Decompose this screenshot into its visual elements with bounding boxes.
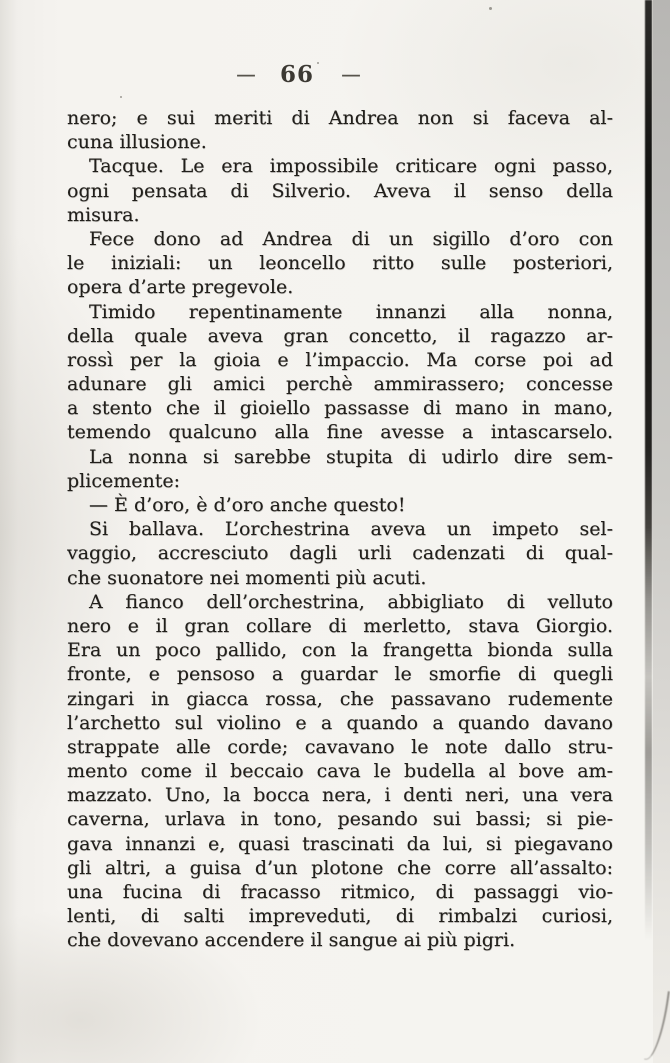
page-text [67, 106, 613, 953]
text-line: una fucina di fracasso ritmico, di passaggi vio- [67, 881, 613, 903]
paper-speck [489, 7, 492, 10]
page-edge-line [645, 0, 652, 940]
text-line: caverna, urlava in tono, pesando sui bassi; si pie- [67, 808, 613, 831]
text-line: fronte, e pensoso a guardar le smorfie di quegli [67, 663, 613, 686]
text-line: strappate alle corde; cavavano le note dallo stru- [67, 735, 613, 758]
text-line: opera d’arte pregevole. [67, 276, 294, 299]
text-line: mento come il beccaio cava le budella al bove am- [67, 760, 613, 783]
text-line: vaggio, accresciuto dagli urli cadenzati di qual- [67, 542, 613, 565]
text-line: Era un poco pallido, con la frangetta bionda sulla [67, 639, 613, 662]
paper-speck [120, 96, 122, 98]
text-line: plicemente: [67, 469, 180, 492]
text-line: gava innanzi e, quasi trascinati da lui, si piegavano [67, 832, 613, 855]
header-dash-right: — [340, 65, 358, 83]
text-line: adunare gli amici perchè ammirassero; concesse [67, 373, 613, 396]
text-line: nero e il gran collare di merletto, stava Giorgio. [67, 614, 613, 637]
text-line: rossì per la gioia e l’impaccio. Ma corse poi ad [67, 348, 613, 371]
text-line: nero; e sui meriti di Andrea non si faceva al- [67, 107, 613, 129]
text-line: mazzato. Uno, la bocca nera, i denti neri, una vera [67, 784, 613, 807]
text-line: Timido repentinamente innanzi alla nonna, [89, 300, 613, 323]
text-line: cuna illusione. [67, 131, 207, 154]
paper-speck [317, 62, 319, 64]
page-header [236, 60, 358, 88]
text-line: lenti, di salti impreveduti, di rimbalzi curiosi, [67, 905, 613, 928]
text-line: le iniziali: un leoncello ritto sulle posteriori, [67, 252, 613, 275]
text-line: Tacque. Le era impossibile criticare ogni passo, [89, 155, 613, 178]
text-line: — È d’oro, è d’oro anche questo! [89, 494, 406, 516]
text-line: Fece dono ad Andrea di un sigillo d’oro con [89, 227, 613, 250]
text-line: zingari in giacca rossa, che passavano rudemente [67, 687, 613, 710]
text-line: l’archetto sul violino e a quando a quando davano [67, 711, 613, 734]
page-edge-strip [653, 0, 670, 1063]
text-line: La nonna si sarebbe stupita di udirlo dire sem- [89, 445, 613, 468]
text-line: a stento che il gioiello passasse di mano in mano, [67, 397, 613, 420]
text-line: della quale aveva gran concetto, il ragazzo ar- [67, 324, 613, 347]
text-line: Si ballava. L’orchestrina aveva un impeto sel- [89, 518, 613, 541]
text-line: ogni pensata di Silverio. Aveva il senso della [67, 179, 613, 202]
text-line: misura. [67, 203, 140, 226]
header-dash-left: — [236, 65, 253, 83]
page-number: 66 [279, 60, 314, 88]
text-line: temendo qualcuno alla fine avesse a intascarselo. [67, 421, 613, 444]
text-line: che dovevano accendere il sangue ai più pigri. [67, 929, 516, 952]
text-line: A fianco dell’orchestrina, abbigliato di velluto [89, 590, 613, 613]
text-line: gli altri, a guisa d’un plotone che corre all’assalto: [67, 856, 613, 879]
text-line: che suonatore nei momenti più acuti. [67, 566, 427, 589]
